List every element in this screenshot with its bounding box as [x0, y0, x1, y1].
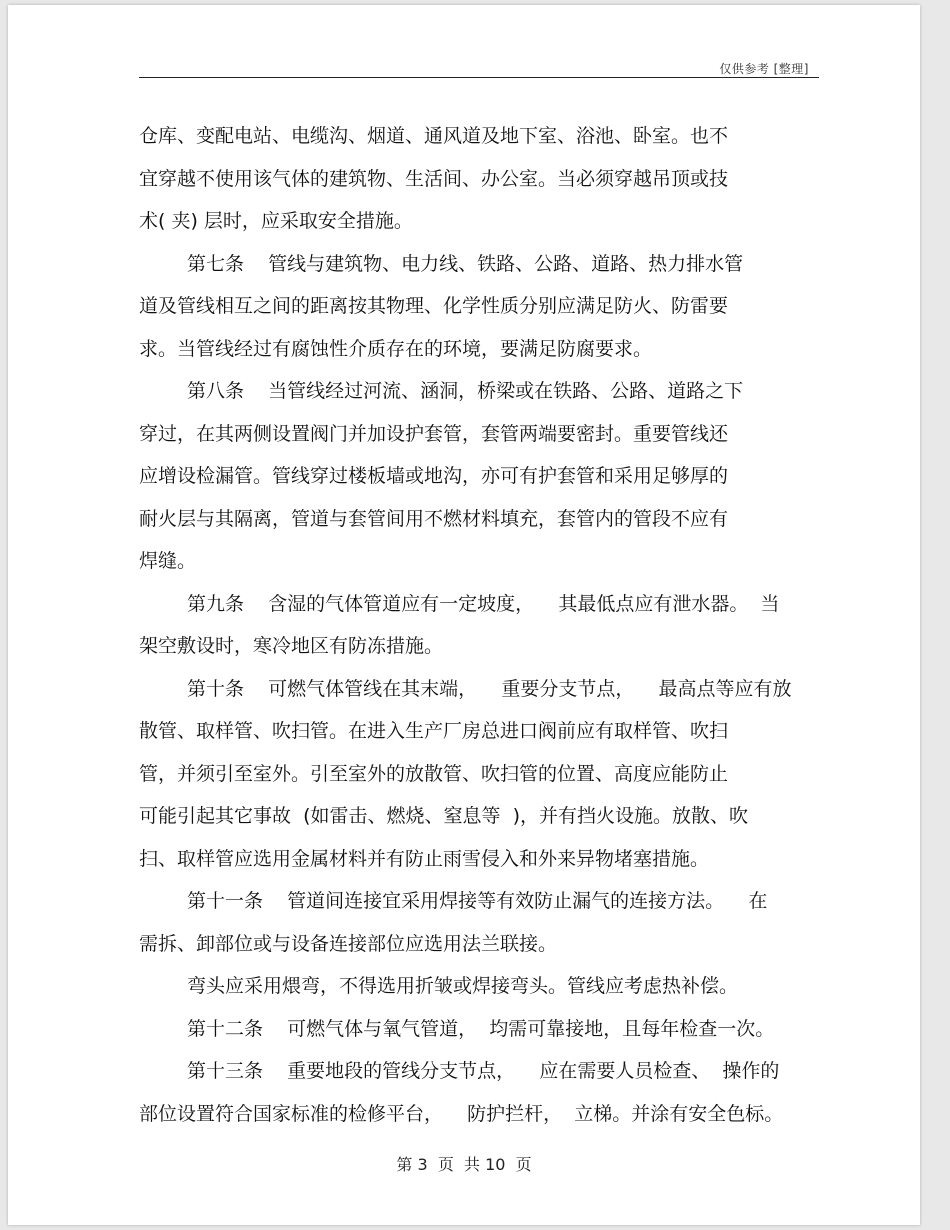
text-line: 散管、取样管、吹扫管。在进入生产厂房总进口阀前应有取样管、吹扫 — [139, 720, 729, 742]
text-line: 求。当管线经过有腐蚀性介质存在的环境，要满足防腐要求。 — [139, 337, 653, 360]
header-divider — [139, 77, 819, 78]
text-line: 部位设置符合国家标准的检修平台， 防护拦杆， 立梯。并涂有安全色标。 — [139, 1102, 784, 1125]
text-line: 扫、取样管应选用金属材料并有防止雨雪侵入和外来异物堵塞措施。 — [139, 847, 710, 870]
text-line: 可能引起其它事故 (如雷击、燃烧、窒息等 )，并有挡火设施。放散、吹 — [139, 805, 748, 827]
document-page — [8, 5, 920, 1225]
text-line: 术( 夹) 层时，应采取安全措施。 — [139, 210, 413, 232]
text-line: 穿过，在其两侧设置阀门并加设护套管，套管两端要密封。重要管线还 — [139, 422, 729, 445]
text-line: 架空敷设时，寒冷地区有防冻措施。 — [139, 635, 444, 657]
text-line: 仓库、变配电站、电缆沟、烟道、通风道及地下室、浴池、卧室。也不 — [139, 125, 729, 147]
text-line: 第八条 当管线经过河流、涵洞，桥梁或在铁路、公路、道路之下 — [187, 380, 744, 402]
text-line: 管，并须引至室外。引至室外的放散管、吹扫管的位置、高度应能防止 — [139, 762, 729, 785]
text-line: 需拆、卸部位或与设备连接部位应选用法兰联接。 — [139, 932, 558, 955]
text-line: 第七条 管线与建筑物、电力线、铁路、公路、道路、热力排水管 — [187, 252, 744, 275]
document-body — [139, 115, 819, 1135]
text-line: 第九条 含湿的气体管道应有一定坡度， 其最低点应有泄水器。 当 — [187, 592, 780, 615]
text-line: 弯头应采用煨弯，不得选用折皱或焊接弯头。管线应考虑热补偿。 — [187, 975, 739, 997]
page-footer — [8, 1152, 920, 1175]
text-line: 第十二条 可燃气体与氧气管道， 均需可靠接地，且每年检查一次。 — [187, 1017, 775, 1040]
text-line: 应增设检漏管。管线穿过楼板墙或地沟，亦可有护套管和采用足够厚的 — [139, 465, 729, 487]
text-line: 第十三条 重要地段的管线分支节点， 应在需要人员检查、 操作的 — [187, 1060, 780, 1082]
text-line: 耐火层与其隔离，管道与套管间用不燃材料填充，套管内的管段不应有 — [139, 507, 729, 530]
text-line: 道及管线相互之间的距离按其物理、化学性质分别应满足防火、防雷要 — [139, 295, 729, 317]
page-number-label: 第 3 页 共 10 页 — [396, 1155, 532, 1174]
header-reference-tag: 仅供参考 [整理] — [719, 62, 809, 76]
text-line: 焊缝。 — [139, 550, 197, 572]
text-line: 第十一条 管道间连接宜采用焊接等有效防止漏气的连接方法。 在 — [187, 890, 768, 912]
text-line: 宜穿越不使用该气体的建筑物、生活间、办公室。当必须穿越吊顶或技 — [139, 167, 729, 190]
text-line: 第十条 可燃气体管线在其末端， 重要分支节点， 最高点等应有放 — [187, 677, 792, 700]
